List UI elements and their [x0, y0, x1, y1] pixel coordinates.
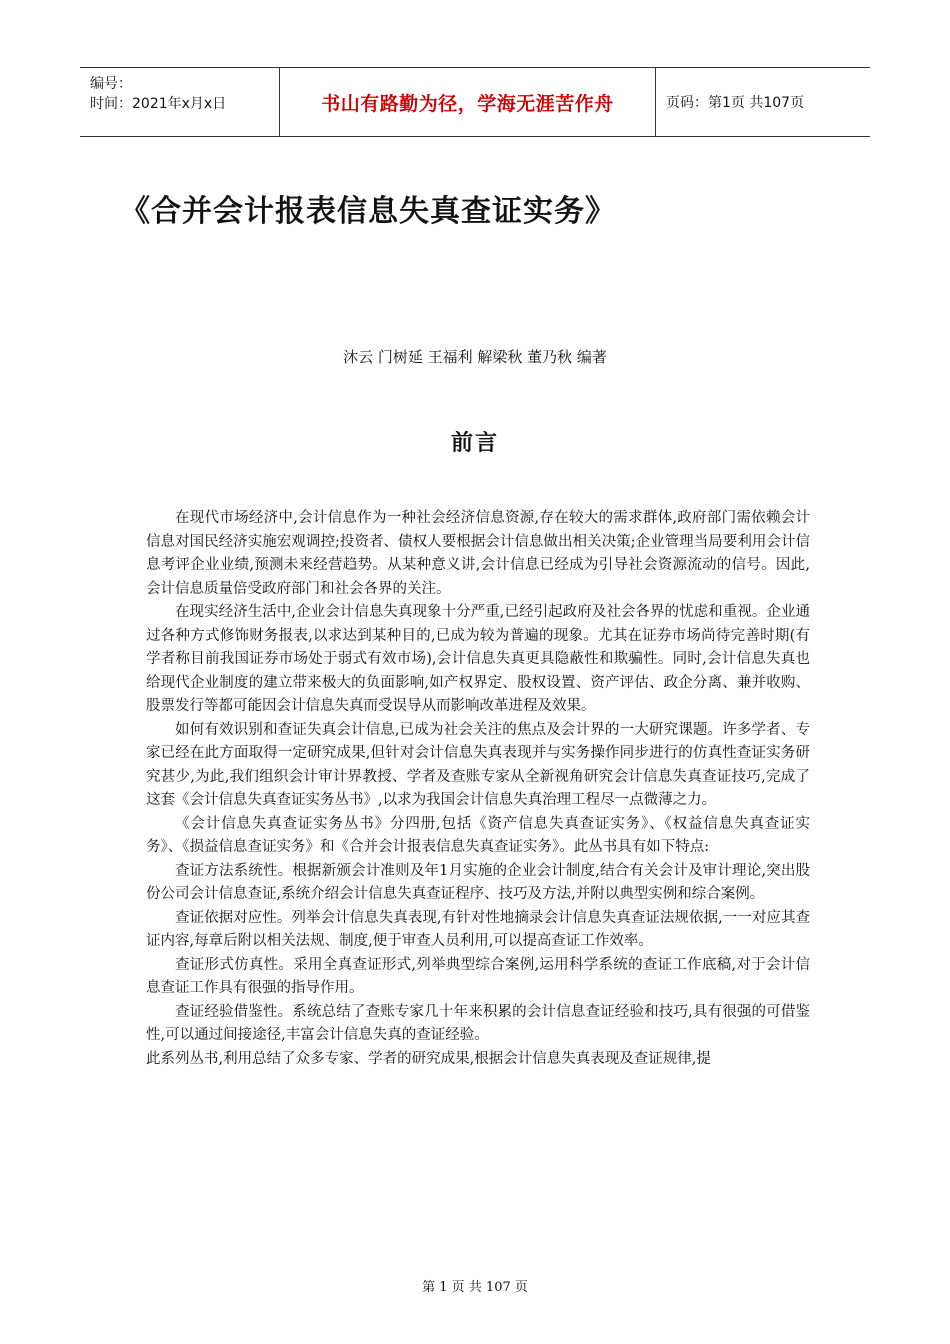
header-number-label: 编号：	[90, 76, 132, 92]
paragraph: 此系列丛书,利用总结了众多专家、学者的研究成果,根据会计信息失真表现及查证规律,提	[146, 1050, 711, 1067]
header-date: 时间：2021年x月x日	[90, 96, 227, 112]
paragraph: 查证形式仿真性。采用全真查证形式,列举典型综合案例,运用科学系统的查证工作底稿,对于会计信息查证工作具有很强的指导作用。	[146, 956, 810, 996]
paragraph: 在现代市场经济中,会计信息作为一种社会经济信息资源,存在较大的需求群体,政府部门需依赖会计信息对国民经济实施宏观调控;投资者、债权人要根据会计信息做出相关决策;企业管理当局要利用会计信息考评企业业绩,预测未来经营趋势。从某种意义讲,会计信息已经成为引导社会资源流动的信号。因此,会计信息质量倍受政府部门和社会各界的关注。	[146, 510, 810, 597]
page-footer: 第 1 页 共 107 页	[422, 1280, 528, 1295]
paragraph: 查证经验借鉴性。系统总结了查账专家几十年来积累的会计信息查证经验和技巧,具有很强的可借鉴性,可以通过间接途径,丰富会计信息失真的查证经验。	[146, 1003, 810, 1043]
body-text	[146, 507, 810, 1071]
header-motto: 书山有路勤为径，学海无涯苦作舟	[280, 68, 656, 136]
page-header	[80, 67, 870, 137]
paragraph: 《会计信息失真查证实务丛书》分四册,包括《资产信息失真查证实务》、《权益信息失真查证实务》、《损益信息查证实务》和《合并会计报表信息失真查证实务》。此丛书具有如下特点:	[146, 815, 810, 855]
header-page-info: 页码：第1页 共107页	[666, 95, 805, 111]
document-title: 《合并会计报表信息失真查证实务》	[120, 194, 616, 229]
paragraph: 查证依据对应性。列举会计信息失真表现,有针对性地摘录会计信息失真查证法规依据,一一对应其查证内容,每章后附以相关法规、制度,便于审查人员利用,可以提高查证工作效率。	[146, 909, 810, 949]
header-meta	[80, 68, 280, 136]
section-heading: 前言	[450, 431, 499, 456]
document-authors: 沐云 门树延 王福利 解梁秋 董乃秋 编著	[343, 348, 607, 366]
paragraph: 在现实经济生活中,企业会计信息失真现象十分严重,已经引起政府及社会各界的忧虑和重视。企业通过各种方式修饰财务报表,以求达到某种目的,已成为较为普遍的现象。尤其在证券市场尚待完善时期(有学者称目前我国证券市场处于弱式有效市场),会计信息失真更具隐蔽性和欺骗性。同时,会计信息失真也给现代企业制度的建立带来极大的负面影响,如产权界定、股权设置、资产评估、政企分离、兼并收购、股票发行等都可能因会计信息失真而受误导从而影响改革进程及效果。	[146, 604, 810, 714]
paragraph: 查证方法系统性。根据新颁会计准则及年1月实施的企业会计制度,结合有关会计及审计理论,突出股份公司会计信息查证,系统介绍会计信息失真查证程序、技巧及方法,并附以典型实例和综合案例。	[146, 862, 810, 902]
paragraph: 如何有效识别和查证失真会计信息,已成为社会关注的焦点及会计界的一大研究课题。许多学者、专家已经在此方面取得一定研究成果,但针对会计信息失真表现并与实务操作同步进行的仿真性查证实务研究甚少,为此,我们组织会计审计界教授、学者及查账专家从全新视角研究会计信息失真查证技巧,完成了这套《会计信息失真查证实务丛书》,以求为我国会计信息失真治理工程尽一点微薄之力。	[146, 721, 810, 808]
